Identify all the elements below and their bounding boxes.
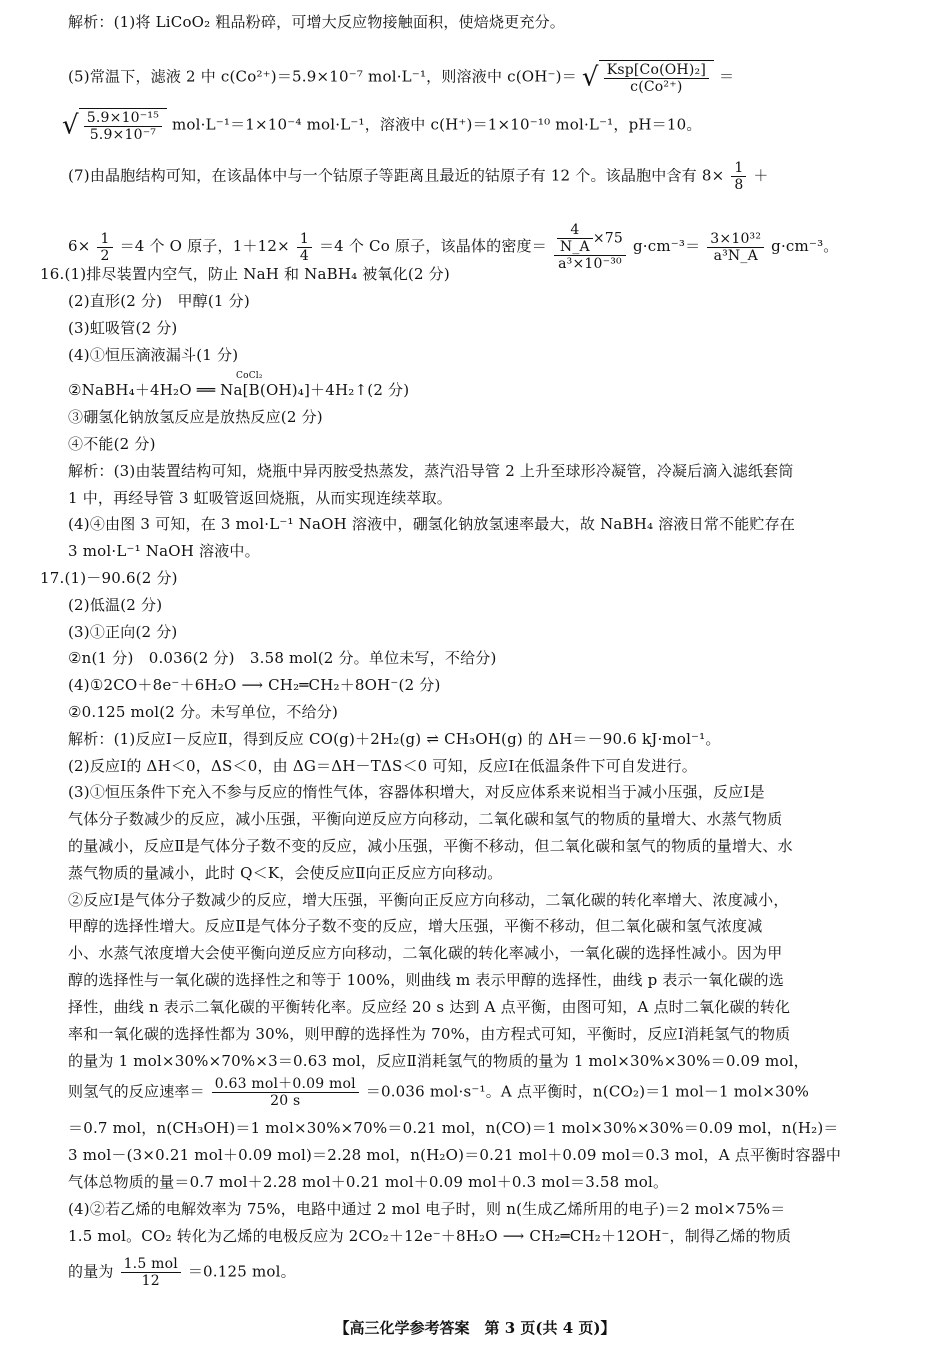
text-line: ②反应Ⅰ是气体分子数减少的反应，增大压强，平衡向正反应方向移动，二氧化碳的转化率增大、浓度减小， bbox=[68, 891, 789, 909]
text-line: ②0.125 mol(2 分。未写单位，不给分) bbox=[68, 703, 339, 721]
fraction: $\frac{1}{2}$ bbox=[97, 231, 112, 264]
rate-line: 则氢气的反应速率＝ $\frac{\text{0.63 mol＋0.09 mol}}{20 s}$ ＝0.036 mol·s⁻¹。A 点平衡时，n(CO₂)＝1 mol－1 mol×30% bbox=[68, 1076, 810, 1109]
text-line: 解析：(1)反应Ⅰ－反应Ⅱ，得到反应 CO(g)＋2H₂(g) ⇌ CH₃OH(g) 的 ΔH＝－90.6 kJ·mol⁻¹。 bbox=[68, 730, 721, 748]
question-16: 16.(1)排尽装置内空气，防止 NaH 和 NaBH₄ 被氧化(2 分) bbox=[40, 265, 450, 283]
fraction: $\frac{\text{0.63 mol＋0.09 mol}}{20 s}$ bbox=[212, 1076, 359, 1109]
text-line: 1.5 mol。CO₂ 转化为乙烯的电极反应为 2CO₂＋12e⁻＋8H₂O ⟶ CH₂═CH₂＋12OH⁻，制得乙烯的物质 bbox=[68, 1227, 792, 1245]
question-17: 17.(1)－90.6(2 分) bbox=[40, 569, 178, 587]
text-line: 气体总物质的量＝0.7 mol＋2.28 mol＋0.21 mol＋0.09 mol＋0.3 mol＝3.58 mol。 bbox=[68, 1173, 669, 1191]
text-line: (3)①正向(2 分) bbox=[68, 623, 178, 641]
fraction: $\frac{4}{N\_A}$ bbox=[557, 222, 593, 255]
text-line: 解析：(3)由装置结构可知，烧瓶中异丙胺受热蒸发，蒸汽沿导管 2 上升至球形冷凝管，冷凝后滴入滤纸套筒 bbox=[68, 462, 794, 480]
fraction: $\frac{\text{1.5 mol}}{12}$ bbox=[121, 1256, 181, 1289]
fraction: $\frac{\text{Ksp[Co(OH)₂]}}{\text{c(Co²⁺)}}$ bbox=[604, 62, 709, 95]
fraction: $\frac{1}{4}$ bbox=[297, 231, 312, 264]
text-line: 气体分子数减少的反应，减小压强，平衡向逆反应方向移动，二氧化碳和氢气的物质的量增大、水蒸气物质 bbox=[68, 810, 783, 828]
text-line: 的量为 1 mol×30%×70%×3＝0.63 mol，反应Ⅱ消耗氢气的物质的量为 1 mol×30%×30%＝0.09 mol， bbox=[68, 1052, 809, 1070]
equation-line: ②NaBH₄＋4H₂O ══ Na[B(OH)₄]＋4H₂↑(2 分) bbox=[68, 381, 410, 399]
text-line: 1 中，再经导管 3 虹吸管返回烧瓶，从而实现连续萃取。 bbox=[68, 489, 452, 507]
text-line: 率和一氧化碳的选择性都为 30%，则甲醇的选择性为 70%，由方程式可知，平衡时，反应Ⅰ消耗氢气的物质 bbox=[68, 1025, 791, 1043]
text-line: ④不能(2 分) bbox=[68, 435, 156, 453]
page-footer: 【高三化学参考答案 第 3 页(共 4 页)】 bbox=[334, 1319, 616, 1337]
text-line: (4)①恒压滴液漏斗(1 分) bbox=[68, 346, 239, 364]
fraction: $\frac{1}{8}$ bbox=[731, 160, 746, 193]
text-line: (3)①恒压条件下充入不参与反应的惰性气体，容器体积增大，对反应体系来说相当于减小压强，反应Ⅰ是 bbox=[68, 783, 765, 801]
sqrt-expression bbox=[599, 60, 714, 95]
text-line: (5)常温下，滤液 2 中 c(Co²⁺)＝5.9×10⁻⁷ mol·L⁻¹，则溶液中 c(OH⁻)＝ √ $\frac{\text{Ksp[Co(OH)₂]}}{\text{c(Co²⁺)}}$ ＝ bbox=[68, 62, 735, 95]
text-line: 3 mol·L⁻¹ NaOH 溶液中。 bbox=[68, 542, 260, 560]
catalyst-label: CoCl₂ bbox=[236, 371, 263, 381]
text-line: 醇的选择性与一氧化碳的选择性之和等于 100%，则曲线 m 表示甲醇的选择性，曲线 p 表示一氧化碳的选 bbox=[68, 971, 784, 989]
ethylene-line: 的量为 $\frac{\text{1.5 mol}}{12}$ ＝0.125 mol。 bbox=[68, 1256, 296, 1289]
text-line: (4)④由图 3 可知，在 3 mol·L⁻¹ NaOH 溶液中，硼氢化钠放氢速率最大，故 NaBH₄ 溶液日常不能贮存在 bbox=[68, 515, 796, 533]
text-line: 6× $\frac{1}{2}$ ＝4 个 O 原子，1＋12× $\frac{1}{4}$ ＝4 个 Co 原子，该晶体的密度＝ $\frac{4}{N\_A}$ ×75 a³×10⁻³⁰ g·cm⁻³＝ $\frac{\text{3×10³²}}{\text{a³N\_A}}$ g·cm⁻³。 bbox=[68, 222, 839, 272]
text-line: (2)反应Ⅰ的 ΔH＜0，ΔS＜0，由 ΔG＝ΔH－TΔS＜0 可知，反应Ⅰ在低温条件下可自发进行。 bbox=[68, 757, 697, 775]
text-line: ③硼氢化钠放氢反应是放热反应(2 分) bbox=[68, 408, 323, 426]
text-line: 3 mol－(3×0.21 mol＋0.09 mol)＝2.28 mol，n(H₂O)＝0.21 mol＋0.09 mol＝0.3 mol，A 点平衡时容器中 bbox=[68, 1146, 842, 1164]
equation-line: (4)①2CO＋8e⁻＋6H₂O ⟶ CH₂═CH₂＋8OH⁻(2 分) bbox=[68, 676, 441, 694]
text-line: 小、水蒸气浓度增大会使平衡向逆反应方向移动，二氧化碳的转化率减小，一氧化碳的选择性减小。因为甲 bbox=[68, 944, 783, 962]
text-line: ②n(1 分) 0.036(2 分) 3.58 mol(2 分。单位未写，不给分) bbox=[68, 649, 497, 667]
sqrt-expression bbox=[79, 108, 167, 143]
text-line: (3)虹吸管(2 分) bbox=[68, 319, 178, 337]
text-line: 甲醇的选择性增大。反应Ⅱ是气体分子数不变的反应，增大压强，平衡不移动，但二氧化碳和氢气浓度减 bbox=[68, 917, 763, 935]
text-line: ＝0.7 mol，n(CH₃OH)＝1 mol×30%×70%＝0.21 mol，n(CO)＝1 mol×30%×30%＝0.09 mol，n(H₂)＝ bbox=[68, 1119, 839, 1137]
fraction: $\frac{\text{5.9×10⁻¹⁵}}{\text{5.9×10⁻⁷}}$ bbox=[84, 110, 162, 143]
text-line: 择性，曲线 n 表示二氧化碳的平衡转化率。反应经 20 s 达到 A 点平衡，由图可知，A 点时二氧化碳的转化 bbox=[68, 998, 791, 1016]
text-line: (4)②若乙烯的电解效率为 75%，电路中通过 2 mol 电子时，则 n(生成乙烯所用的电子)＝2 mol×75%＝ bbox=[68, 1200, 786, 1218]
text-line: 的量减小，反应Ⅱ是气体分子数不变的反应，减小压强，平衡不移动，但二氧化碳和氢气的物质的量增大、水 bbox=[68, 837, 793, 855]
text-line: 蒸气物质的量减小，此时 Q＜K，会使反应Ⅱ向正反应方向移动。 bbox=[68, 864, 503, 882]
text-line: 解析：(1)将 LiCoO₂ 粗品粉碎，可增大反应物接触面积，使焙烧更充分。 bbox=[68, 13, 565, 31]
text-line: (2)低温(2 分) bbox=[68, 596, 163, 614]
text-line: (7)由晶胞结构可知，在该晶体中与一个钴原子等距离且最近的钴原子有 12 个。该晶胞中含有 8× $\frac{1}{8}$ ＋ bbox=[68, 160, 769, 193]
text-line: √ $\frac{\text{5.9×10⁻¹⁵}}{\text{5.9×10⁻⁷}}$ mol·L⁻¹＝1×10⁻⁴ mol·L⁻¹，溶液中 c(H⁺)＝1×10⁻¹⁰ mol·L⁻¹，pH＝10。 bbox=[62, 110, 702, 143]
text-line: (2)直形(2 分) 甲醇(1 分) bbox=[68, 292, 250, 310]
fraction: $\frac{\text{3×10³²}}{\text{a³N\_A}}$ bbox=[707, 231, 764, 264]
density-fraction: $\frac{4}{N\_A}$ ×75 a³×10⁻³⁰ bbox=[554, 222, 626, 272]
